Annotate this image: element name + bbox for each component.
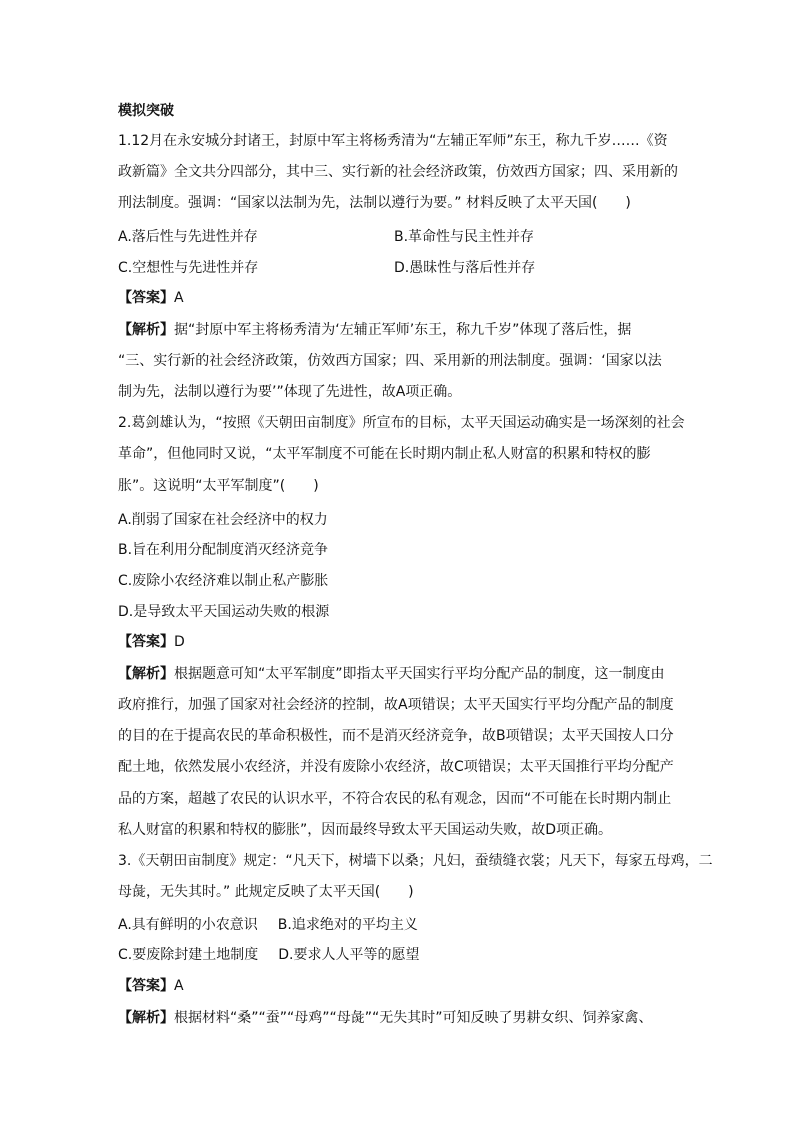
q2-analysis-line-1 — [118, 664, 665, 684]
section-title: 模拟突破 — [118, 103, 174, 119]
q1-stem-line-2: 政新篇》全文共分四部分，其中三、实行新的社会经济政策，仿效西方国家；四、采用新的 — [118, 164, 678, 180]
q2-analysis-line-3: 的目的在于提高农民的革命积极性，而不是消灭经济竞争，故B项错误；太平天国按人口分 — [118, 728, 674, 744]
q2-option-a: A.削弱了国家在社会经济中的权力 — [118, 512, 328, 528]
q3-answer-label: 【答案】 — [118, 978, 174, 994]
q1-analysis-line-1 — [118, 320, 631, 340]
q2-analysis-text-1: 根据题意可知“太平军制度”即指太平天国实行平均分配产品的制度，这一制度由 — [174, 666, 665, 682]
q2-analysis-line-5: 品的方案，超越了农民的认识水平，不符合农民的私有观念，因而“不可能在长时期内制止 — [118, 791, 672, 807]
q3-option-c: C.要废除封建土地制度 — [118, 947, 259, 963]
q1-answer-value: A — [174, 290, 184, 306]
q3-stem-line-2: 母彘，无失其时。” 此规定反映了太平天国( ) — [118, 884, 414, 900]
q2-stem-line-2: 革命”，但他同时又说，“太平军制度不可能在长时期内制止私人财富的积累和特权的膨 — [118, 446, 651, 462]
q3-option-b: B.追求绝对的平均主义 — [277, 917, 418, 933]
q3-options-row-1 — [118, 915, 418, 935]
q1-answer-row — [118, 288, 184, 308]
q1-stem-line-3: 刑法制度。强调：“国家以法制为先，法制以遵行为要。” 材料反映了太平天国( ) — [118, 195, 631, 211]
q2-analysis-line-4: 配土地，依然发展小农经济，并没有废除小农经济，故C项错误；太平天国推行平均分配产 — [118, 759, 674, 775]
q2-analysis-line-2: 政府推行，加强了国家对社会经济的控制，故A项错误；太平天国实行平均分配产品的制度 — [118, 697, 674, 713]
q1-option-c: C.空想性与先进性并存 — [118, 260, 259, 276]
q2-stem-line-3: 胀”。这说明“太平军制度”( ) — [118, 478, 319, 494]
q1-option-d: D.愚昧性与落后性并存 — [394, 260, 536, 276]
q1-stem-line-1: 1.12月在永安城分封诸王，封原中军主将杨秀清为“左辅正军师”东王，称九千岁……《资 — [118, 133, 668, 149]
q1-analysis-text-1: 据“封原中军主将杨秀清为‘左辅正军师’东王，称九千岁”体现了落后性，据 — [174, 322, 632, 338]
q1-analysis-line-3: 制为先，法制以遵行为要’”体现了先进性，故A项正确。 — [118, 384, 462, 400]
q2-answer-label: 【答案】 — [118, 634, 174, 650]
q2-analysis-label: 【解析】 — [118, 666, 174, 682]
q2-analysis-line-6: 私人财富的积累和特权的膨胀”，因而最终导致太平天国运动失败，故D项正确。 — [118, 822, 613, 838]
q2-option-c: C.废除小农经济难以制止私产膨胀 — [118, 573, 329, 589]
q3-answer-row — [118, 976, 184, 996]
q1-answer-label: 【答案】 — [118, 290, 174, 306]
q1-analysis-label: 【解析】 — [118, 322, 174, 338]
q2-option-b: B.旨在利用分配制度消灭经济竞争 — [118, 542, 329, 558]
q3-options-row-2 — [118, 945, 419, 965]
q1-option-a: A.落后性与先进性并存 — [118, 229, 258, 245]
q3-analysis-label: 【解析】 — [118, 1010, 174, 1026]
q2-answer-row — [118, 632, 185, 652]
q2-answer-value: D — [174, 634, 185, 650]
q3-stem-line-1: 3.《天朝田亩制度》规定：“凡天下，树墙下以桑；凡妇，蚕绩缝衣裳；凡天下，每家五母鸡，二 — [118, 853, 713, 869]
q3-option-d: D.要求人人平等的愿望 — [278, 947, 420, 963]
q1-option-b: B.革命性与民主性并存 — [394, 229, 535, 245]
q2-option-d: D.是导致太平天国运动失败的根源 — [118, 604, 330, 620]
q3-analysis-line-1 — [118, 1008, 653, 1028]
q1-analysis-line-2: “三、实行新的社会经济政策，仿效西方国家；四、采用新的刑法制度。强调：‘国家以法 — [118, 353, 662, 369]
q3-analysis-text-1: 根据材料“桑”“蚕”“母鸡”“母彘”“无失其时”可知反映了男耕女织、饲养家禽、 — [174, 1010, 653, 1026]
q3-option-a: A.具有鲜明的小农意识 — [118, 917, 258, 933]
q2-stem-line-1: 2.葛剑雄认为，“按照《天朝田亩制度》所宣布的目标，太平天国运动确实是一场深刻的社会 — [118, 415, 685, 431]
q3-answer-value: A — [174, 978, 184, 994]
